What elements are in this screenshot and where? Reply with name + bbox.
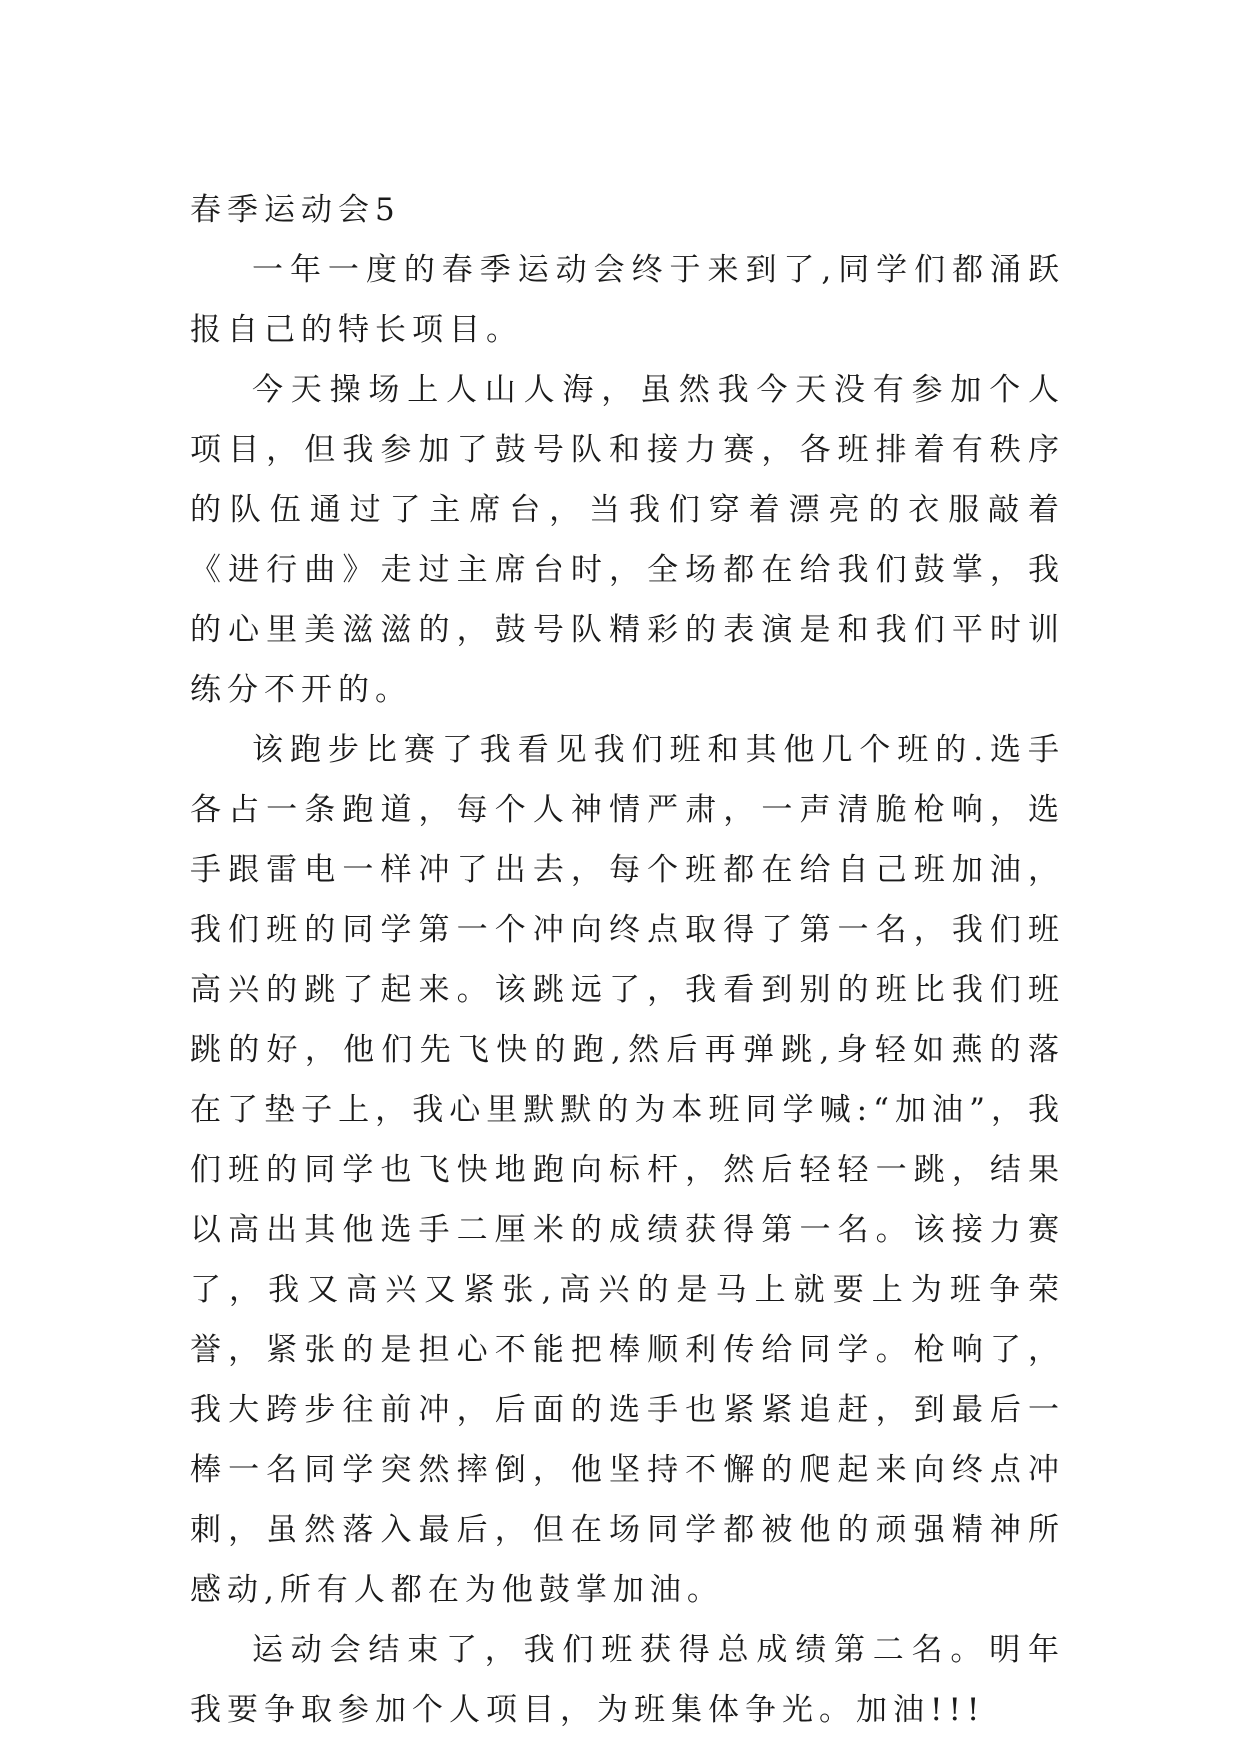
document-body	[190, 180, 1065, 1740]
paragraph-1: 一年一度的春季运动会终于来到了,同学们都涌跃报自己的特长项目。	[190, 252, 1065, 348]
document-title: 春季运动会5	[190, 192, 401, 228]
paragraph-2: 今天操场上人山人海，虽然我今天没有参加个人项目，但我参加了鼓号队和接力赛，各班排着有秩序的队伍通过了主席台，当我们穿着漂亮的衣服敲着《进行曲》走过主席台时，全场都在给我们鼓掌，我的心里美滋滋的，鼓号队精彩的表演是和我们平时训练分不开的。	[190, 372, 1065, 708]
paragraph-4: 运动会结束了，我们班获得总成绩第二名。明年我要争取参加个人项目，为班集体争光。加油!!!	[190, 1632, 1065, 1728]
paragraph-3: 该跑步比赛了我看见我们班和其他几个班的.选手各占一条跑道，每个人神情严肃，一声清脆枪响，选手跟雷电一样冲了出去，每个班都在给自己班加油，我们班的同学第一个冲向终点取得了第一名，我们班高兴的跳了起来。该跳远了，我看到别的班比我们班跳的好，他们先飞快的跑,然后再弹跳,身轻如燕的落在了垫子上，我心里默默的为本班同学喊:“加油”，我们班的同学也飞快地跑向标杆，然后轻轻一跳，结果以高出其他选手二厘米的成绩获得第一名。该接力赛了，我又高兴又紧张,高兴的是马上就要上为班争荣誉，紧张的是担心不能把棒顺利传给同学。枪响了，我大跨步往前冲，后面的选手也紧紧追赶，到最后一棒一名同学突然摔倒，他坚持不懈的爬起来向终点冲刺，虽然落入最后，但在场同学都被他的顽强精神所感动,所有人都在为他鼓掌加油。	[190, 732, 1065, 1608]
